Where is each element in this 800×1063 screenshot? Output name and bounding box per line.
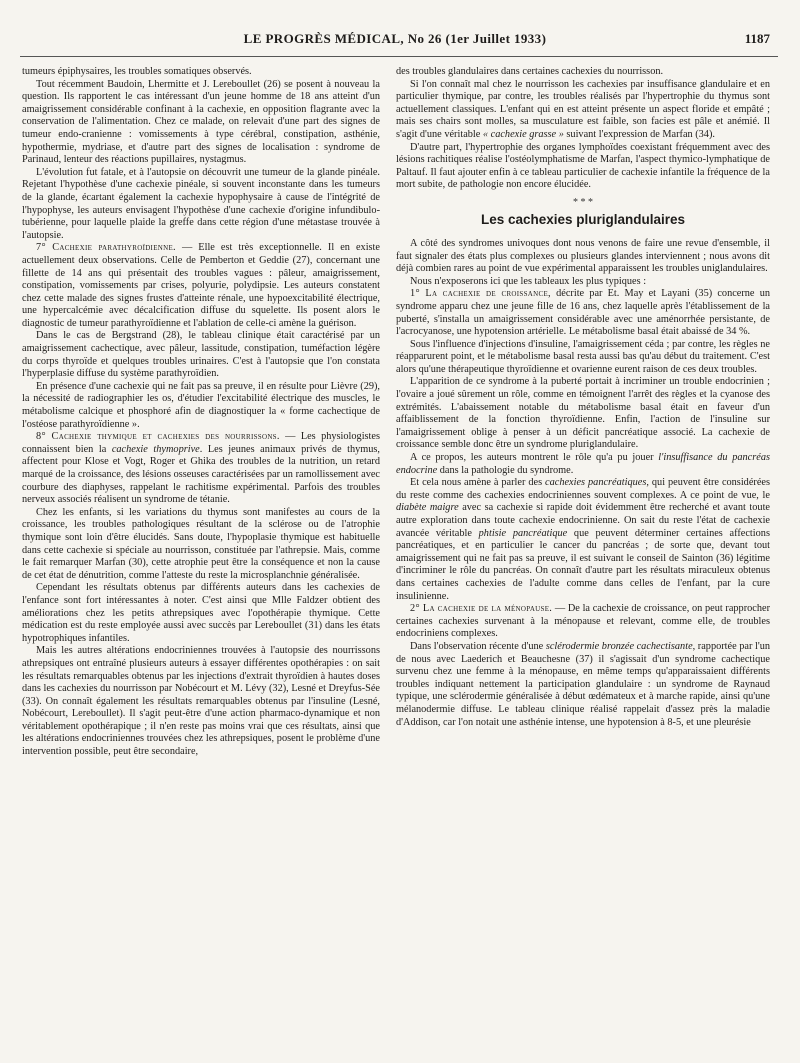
paragraph: Nous n'exposerons ici que les tableaux les plus typiques : bbox=[410, 275, 647, 287]
paragraph-text: Et cela nous amène à parler des bbox=[410, 477, 546, 489]
paragraph: D'autre part, l'hypertrophie des organes lymphoïdes coexistant fréquemment avec des lésions rachitiques réalise l'ostéolymphatisme de Marfan, l'aspect thymico-lymphatique de Paltauf. Il faut ajouter enfin à ce tableau particulier de cachexie infantile la fréquence de la mort subite, de pathologie non encore élucidée. bbox=[396, 141, 770, 191]
paragraph: Chez les enfants, si les variations du thymus sont manifestes au cours de la croissance, les troubles pathologiques résultant de la sclérose ou de l'atrophie thymique sont loin d'être élucidés. Sans doute, l'hypoplasie thymique est habituelle dans cette cachexie si spéciale au nourrisson, constituée par l'athrepsie. Mais, comme le fait remarquer Marfan (30), cette atrophie peut être la conséquence et non la cause de cet état de dénutrition, comme l'atteste du reste la microsplanchnie généralisée. bbox=[22, 506, 380, 581]
paragraph bbox=[22, 431, 380, 507]
paragraph-text: — Elle est très exceptionnelle. Il en existe actuellement deux observations. Celle de Pemberton et Geddie (27), concernant une fillette de 14 ans qui présentait des troubles vagues : pâleur, amaigrissement, constipation, vomissements par crises, polyurie, polydipsie. Les auteurs constatent chez cette malade des signes frustes d'atteinte rénale, une hypoexcitabilité électrique, une hypercalcémie avec décalcification diffuse du squelette. Ils posent alors le diagnostic de tumeur parathyroïdienne et l'ablation de celle-ci amène la guérison. bbox=[22, 242, 380, 329]
paragraph-text: Si l'on connaît mal chez le nourrisson les cachexies par insuffisance glandulaire et en particulier thymique, par contre, les troubles réalisés par l'hypertrophie du thymus sont actuellement classiques. L'enfant qui en est atteint présente un aspect floride et empâté ; mais ses chairs sont molles, sa musculature est faible, son facies est pâle et anémié. Il s'agit d'une véritable bbox=[396, 78, 770, 140]
paragraph-text: que peuvent déterminer certaines affections pancréatiques, et en particulier le cancer du pancréas ; de sorte que, devant tout amaigrissement qui ne fait pas sa preuve, il est suivant le conseil de Sainton (36) légitime d'incriminer le rôle du pancréas. On connaît d'autre part les résultats miraculeux obtenus dans certaines cachexies de l'adulte comme dans celles de l'enfant, par la cure insulinienne. bbox=[396, 527, 770, 602]
paragraph-text: , rapportée par l'un de nous avec Laederich et Beauchesne (37) il s'agissait d'un syndrome cachectique survenu chez une femme à la ménopause, en même temps qu'apparaissaient différents troubles indiquant nettement la participation glandulaire : un syndrome de Raynaud typique, une sclérodermie généralisée à début œdémateux et à marche rapide, ainsi qu'une mélanodermie diffuse. Le tableau clinique réalisé rappelait d'assez près la maladie d'Addison, car l'on notait une asthénie intense, une hypotension à 8-5, et une pleurésie bbox=[396, 640, 770, 728]
paragraph: Mais les autres altérations endocriniennes trouvées à l'autopsie des nourrissons athrepsiques ont entraîné plusieurs auteurs à essayer différentes opothérapies : on sait les résultats remarquables obtenus par les injections d'extrait thyroïdien à hautes doses dans les cachexies du nourrisson par Nobécourt et M. Lévy (32), Lesné et Dreyfus-Sée (33). On connaît également les résultats remarquables obtenus par l'insuline (Lesné, Nobécourt, Lereboullet). Il s'agit peut-être d'une action pharmaco-dynamique et non véritablement opothérapique ; il n'en reste pas moins vrai que ces résultats, ainsi que les altérations endocriniennes trouvées chez les athrepsiques, posent le problème d'une intervention possible, peut être secondaire, bbox=[22, 645, 380, 758]
paragraph: L'évolution fut fatale, et à l'autopsie on découvrit une tumeur de la glande pinéale. Rejetant l'hypothèse d'une cachexie pinéale, si souvent inconstante dans les tumeurs de la glande, écartant également la cachexie hypophysaire à cause de l'intégrité de l'hypophyse, les auteurs envisagent l'hypothèse d'une cachexie d'origine infundibulo-tubérienne, pour laquelle plaide la greffe dans cette région d'une métastase trouvée à l'autopsie. bbox=[22, 166, 380, 241]
italic-term: l'insuffisance du pancréas endocrine bbox=[396, 452, 770, 476]
paragraph-text: décrite par Et. May et Layani (35) concerne un syndrome apparu chez une jeune fille de 16 ans, chez laquelle après l'établissement de la puberté, s'installa un amaigrissement considérable avec une aménorrhée persistante, de l'acrocyanose, une hypotension artérielle. Le métabolisme basal était abaissé de 34 %. bbox=[396, 288, 770, 338]
paragraph bbox=[396, 477, 770, 603]
paragraph: L'apparition de ce syndrome à la puberté portait à incriminer un trouble endocrinien ; l'ovaire a joué sûrement un rôle, comme en témoignent l'arrêt des règles et la cyanose des extrémités. L'abaissement notable du métabolisme basal était en faveur d'un affaiblissement de la fonction thyroïdienne. Enfin, l'action de l'insuline sur l'amaigrissement oblige à penser à un déficit pancréatique associé. La cachexie de croissance semble donc être un syndrome pluriglandulaire. bbox=[396, 376, 770, 451]
subsection-heading: 2° La cachexie de la ménopause. bbox=[410, 603, 553, 615]
paragraph bbox=[396, 641, 770, 729]
subsection-heading: 7° Cachexie parathyroïdienne. bbox=[36, 242, 176, 254]
paragraph: En présence d'une cachexie qui ne fait pas sa preuve, il en résulte pour Lièvre (29), la nécessité de radiographier les os, d'étudier l'excitabilité électrique des muscles, le métabolisme calcique et phosphoré afin de diagnostiquer la « forme cachectique de l'ostéose parathyroïdienne ». bbox=[22, 380, 380, 430]
paragraph: tumeurs épiphysaires, les troubles somatiques observés. bbox=[22, 66, 252, 77]
paragraph-text: Dans l'observation récente d'une bbox=[410, 640, 546, 652]
paragraph: Sous l'influence d'injections d'insuline, l'amaigrissement céda ; par contre, les règles ne réapparurent point, et le métabolisme basal resta aussi bas qu'au début du traitement. C'est alors qu'une thérapeutique thyroïdienne et ovarienne eurent raison de ces deux troubles. bbox=[396, 338, 770, 375]
paragraph-text: , qui peuvent être considérées du reste comme des cachexies endocriniennes souvent complexes. A ce point de vue, le bbox=[396, 477, 770, 501]
paragraph-text: . Les jeunes animaux privés de thymus, affectent pour Klose et Vogt, Roger et Ghika des troubles de la nutrition, un retard marqué de la croissance, des lésions osseuses caractérisées par un ramollissement avec courbure des diaphyses, rappelant le rachitisme expérimental. Parfois des troubles nerveux associés réalisent un syndrome de tétanie. bbox=[22, 443, 380, 506]
section-asterism: * * * bbox=[573, 196, 593, 208]
paragraph-text: dans la pathologie du syndrome. bbox=[437, 464, 574, 476]
italic-term: cachexie thymoprive bbox=[111, 443, 200, 455]
left-column bbox=[22, 66, 380, 759]
paragraph bbox=[396, 452, 770, 477]
paragraph: A côté des syndromes univoques dont nous venons de faire une revue d'ensemble, il faut signaler des états plus complexes ou plusieurs glandes interviennent ; nous avons dit déjà combien rares au point de vue expérimental apparaissent les troubles uniglandulaires. bbox=[396, 237, 770, 275]
paragraph-text: avec sa cachexie si rapide doit évidemment être recherché et avant toute autre exploration dans toute cachexie endocrinienne. On sait du reste l'état de cachexie avancée véritable bbox=[396, 502, 770, 539]
italic-term: diabète maigre bbox=[396, 502, 459, 514]
paragraph bbox=[22, 242, 380, 330]
section-title: Les cachexies pluriglandulaires bbox=[480, 211, 686, 227]
paragraph: Cependant les résultats obtenus par différents auteurs dans les cachexies de l'enfance sont fort intéressantes à noter. C'est ainsi que Mlle Faldzer obtient des améliorations chez les petits athrepsiques avec l'opothérapie thymique. Cette médication est du reste employée aussi avec succès par Lereboullet (31) dans les états hypotrophiques infantiles. bbox=[22, 582, 380, 644]
italic-term: phtisie pancréatique bbox=[478, 527, 568, 539]
running-header bbox=[20, 30, 780, 50]
paragraph bbox=[396, 79, 770, 142]
paragraph-text: — Les physiologistes connaissent bien la bbox=[22, 431, 380, 455]
paragraph bbox=[396, 603, 770, 641]
paragraph-text: A ce propos, les auteurs montrent le rôle qu'a pu jouer bbox=[410, 452, 659, 464]
page-number: 1187 bbox=[744, 31, 770, 46]
journal-title: LE PROGRÈS MÉDICAL, No 26 (1er Juillet 1933) bbox=[243, 31, 547, 46]
paragraph: des troubles glandulaires dans certaines cachexies du nourrisson. bbox=[396, 66, 664, 77]
subsection-heading: 8° Cachexie thymique et cachexies des nourrissons. bbox=[36, 431, 280, 443]
paragraph-text: — De la cachexie de croissance, on peut rapprocher certaines cachexies survenant à la ménopause et relevant, comme elle, de troubles endocriniens complexes. bbox=[396, 603, 770, 640]
right-column bbox=[396, 66, 770, 729]
header-rule bbox=[20, 56, 778, 57]
italic-term: cachexies pancréatiques bbox=[545, 477, 647, 489]
italic-term: « cachexie grasse » bbox=[482, 128, 564, 140]
subsection-heading: 1° La cachexie de croissance, bbox=[410, 288, 551, 300]
paragraph: Dans le cas de Bergstrand (28), le tableau clinique était caractérisé par un amaigrissement cachectique, avec pâleur, lassitude, constipation, tuméfaction légère du corps thyroïde et quelques troubles urinaires. C'est à l'autopsie que l'on constata l'hyperplasie diffuse du système parathyroïdien. bbox=[22, 330, 380, 380]
paragraph bbox=[396, 288, 770, 338]
italic-term: sclérodermie bronzée cachectisante bbox=[545, 640, 693, 652]
paragraph-text: suivant l'expression de Marfan (34). bbox=[563, 128, 715, 140]
paragraph: Tout récemment Baudoin, Lhermitte et J. Lereboullet (26) se posent à nouveau la question. Ils rapportent le cas intéressant d'un jeune homme de 18 ans atteint d'un amaigrissement considérable confinant à la cachexie, en opposition flagrante avec la conservation de l'alimentation. Chez ce malade, on relevait d'une part des signes de tumeur endo-cranienne : vomissements à type cérébral, constipation, asthénie, hypothermie, mydriase, et d'autre part des signes de localisation : syndrome de Parinaud, lenteur des réactions pupillaires, nystagmus. bbox=[22, 78, 380, 166]
